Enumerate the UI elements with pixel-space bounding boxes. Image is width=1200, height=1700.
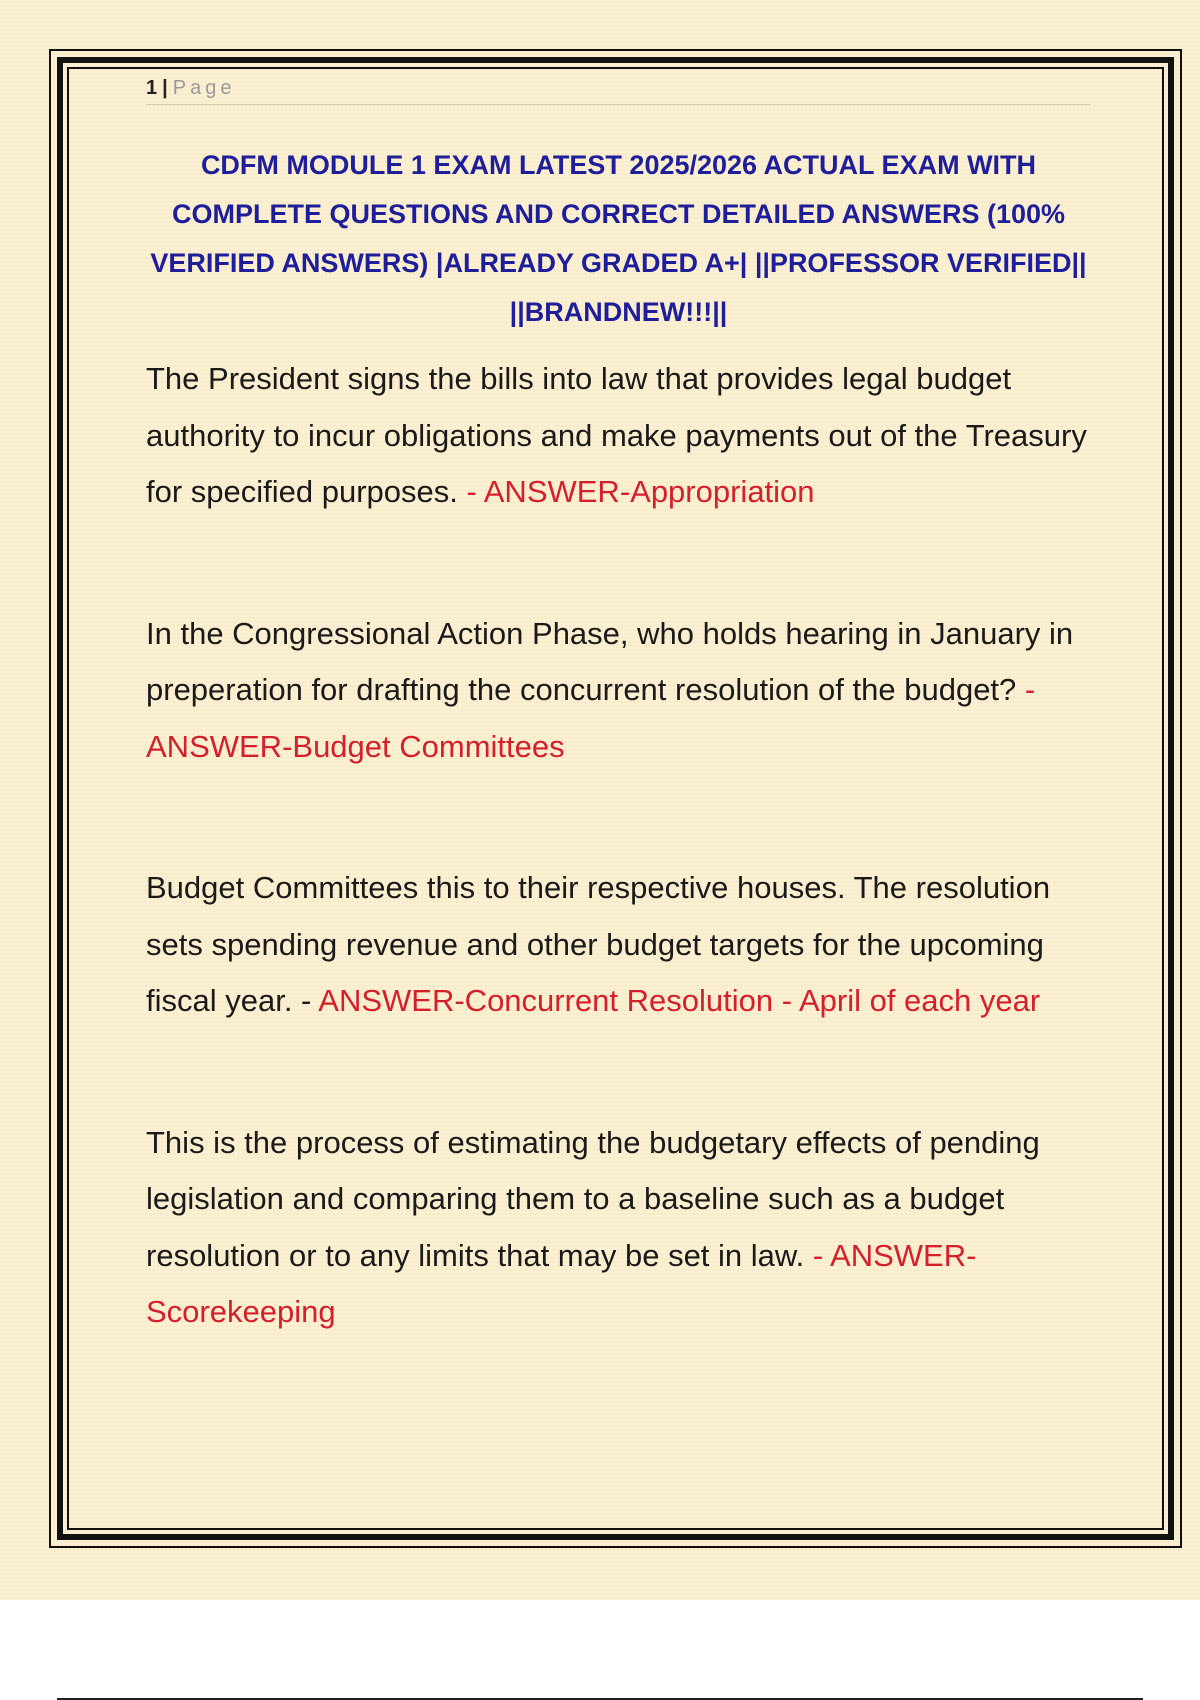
answer-text: - ANSWER-Budget Committees — [146, 672, 1036, 764]
answer-text: - ANSWER-Appropriation — [466, 474, 815, 509]
answer-text: - ANSWER-Scorekeeping — [146, 1237, 977, 1329]
page-content — [146, 72, 1091, 1341]
question-item — [146, 1115, 1091, 1341]
document-title: CDFM MODULE 1 EXAM LATEST 2025/2026 ACTUAL EXAM WITH COMPLETE QUESTIONS AND CORRECT DETAILED ANSWERS (100% VERIFIED ANSWERS) |ALREADY GRADED A+| ||PROFESSOR VERIFIED|| ||BRANDNEW!!!|| — [150, 150, 1087, 327]
question-item — [146, 860, 1091, 1030]
question-text: Budget Committees this to their respective houses. The resolution sets spending revenue and other budget targets for the upcoming fiscal year. - — [146, 870, 1051, 1018]
answer-text: ANSWER-Concurrent Resolution - April of each year — [318, 983, 1041, 1018]
page-header — [146, 72, 1091, 105]
page-separator: | — [162, 76, 168, 99]
question-item — [146, 606, 1091, 776]
question-item — [146, 351, 1091, 521]
question-text: The President signs the bills into law that provides legal budget authority to incur obligations and make payments out of the Treasury for specified purposes. — [146, 361, 1087, 509]
question-text: This is the process of estimating the budgetary effects of pending legislation and comparing them to a baseline such as a budget resolution or to any limits that may be set in law. — [146, 1124, 1040, 1273]
page-label: Page — [172, 76, 236, 99]
question-text: In the Congressional Action Phase, who holds hearing in January in preperation for drafting the concurrent resolution of the budget? — [146, 615, 1074, 707]
page-number: 1 — [146, 76, 158, 99]
